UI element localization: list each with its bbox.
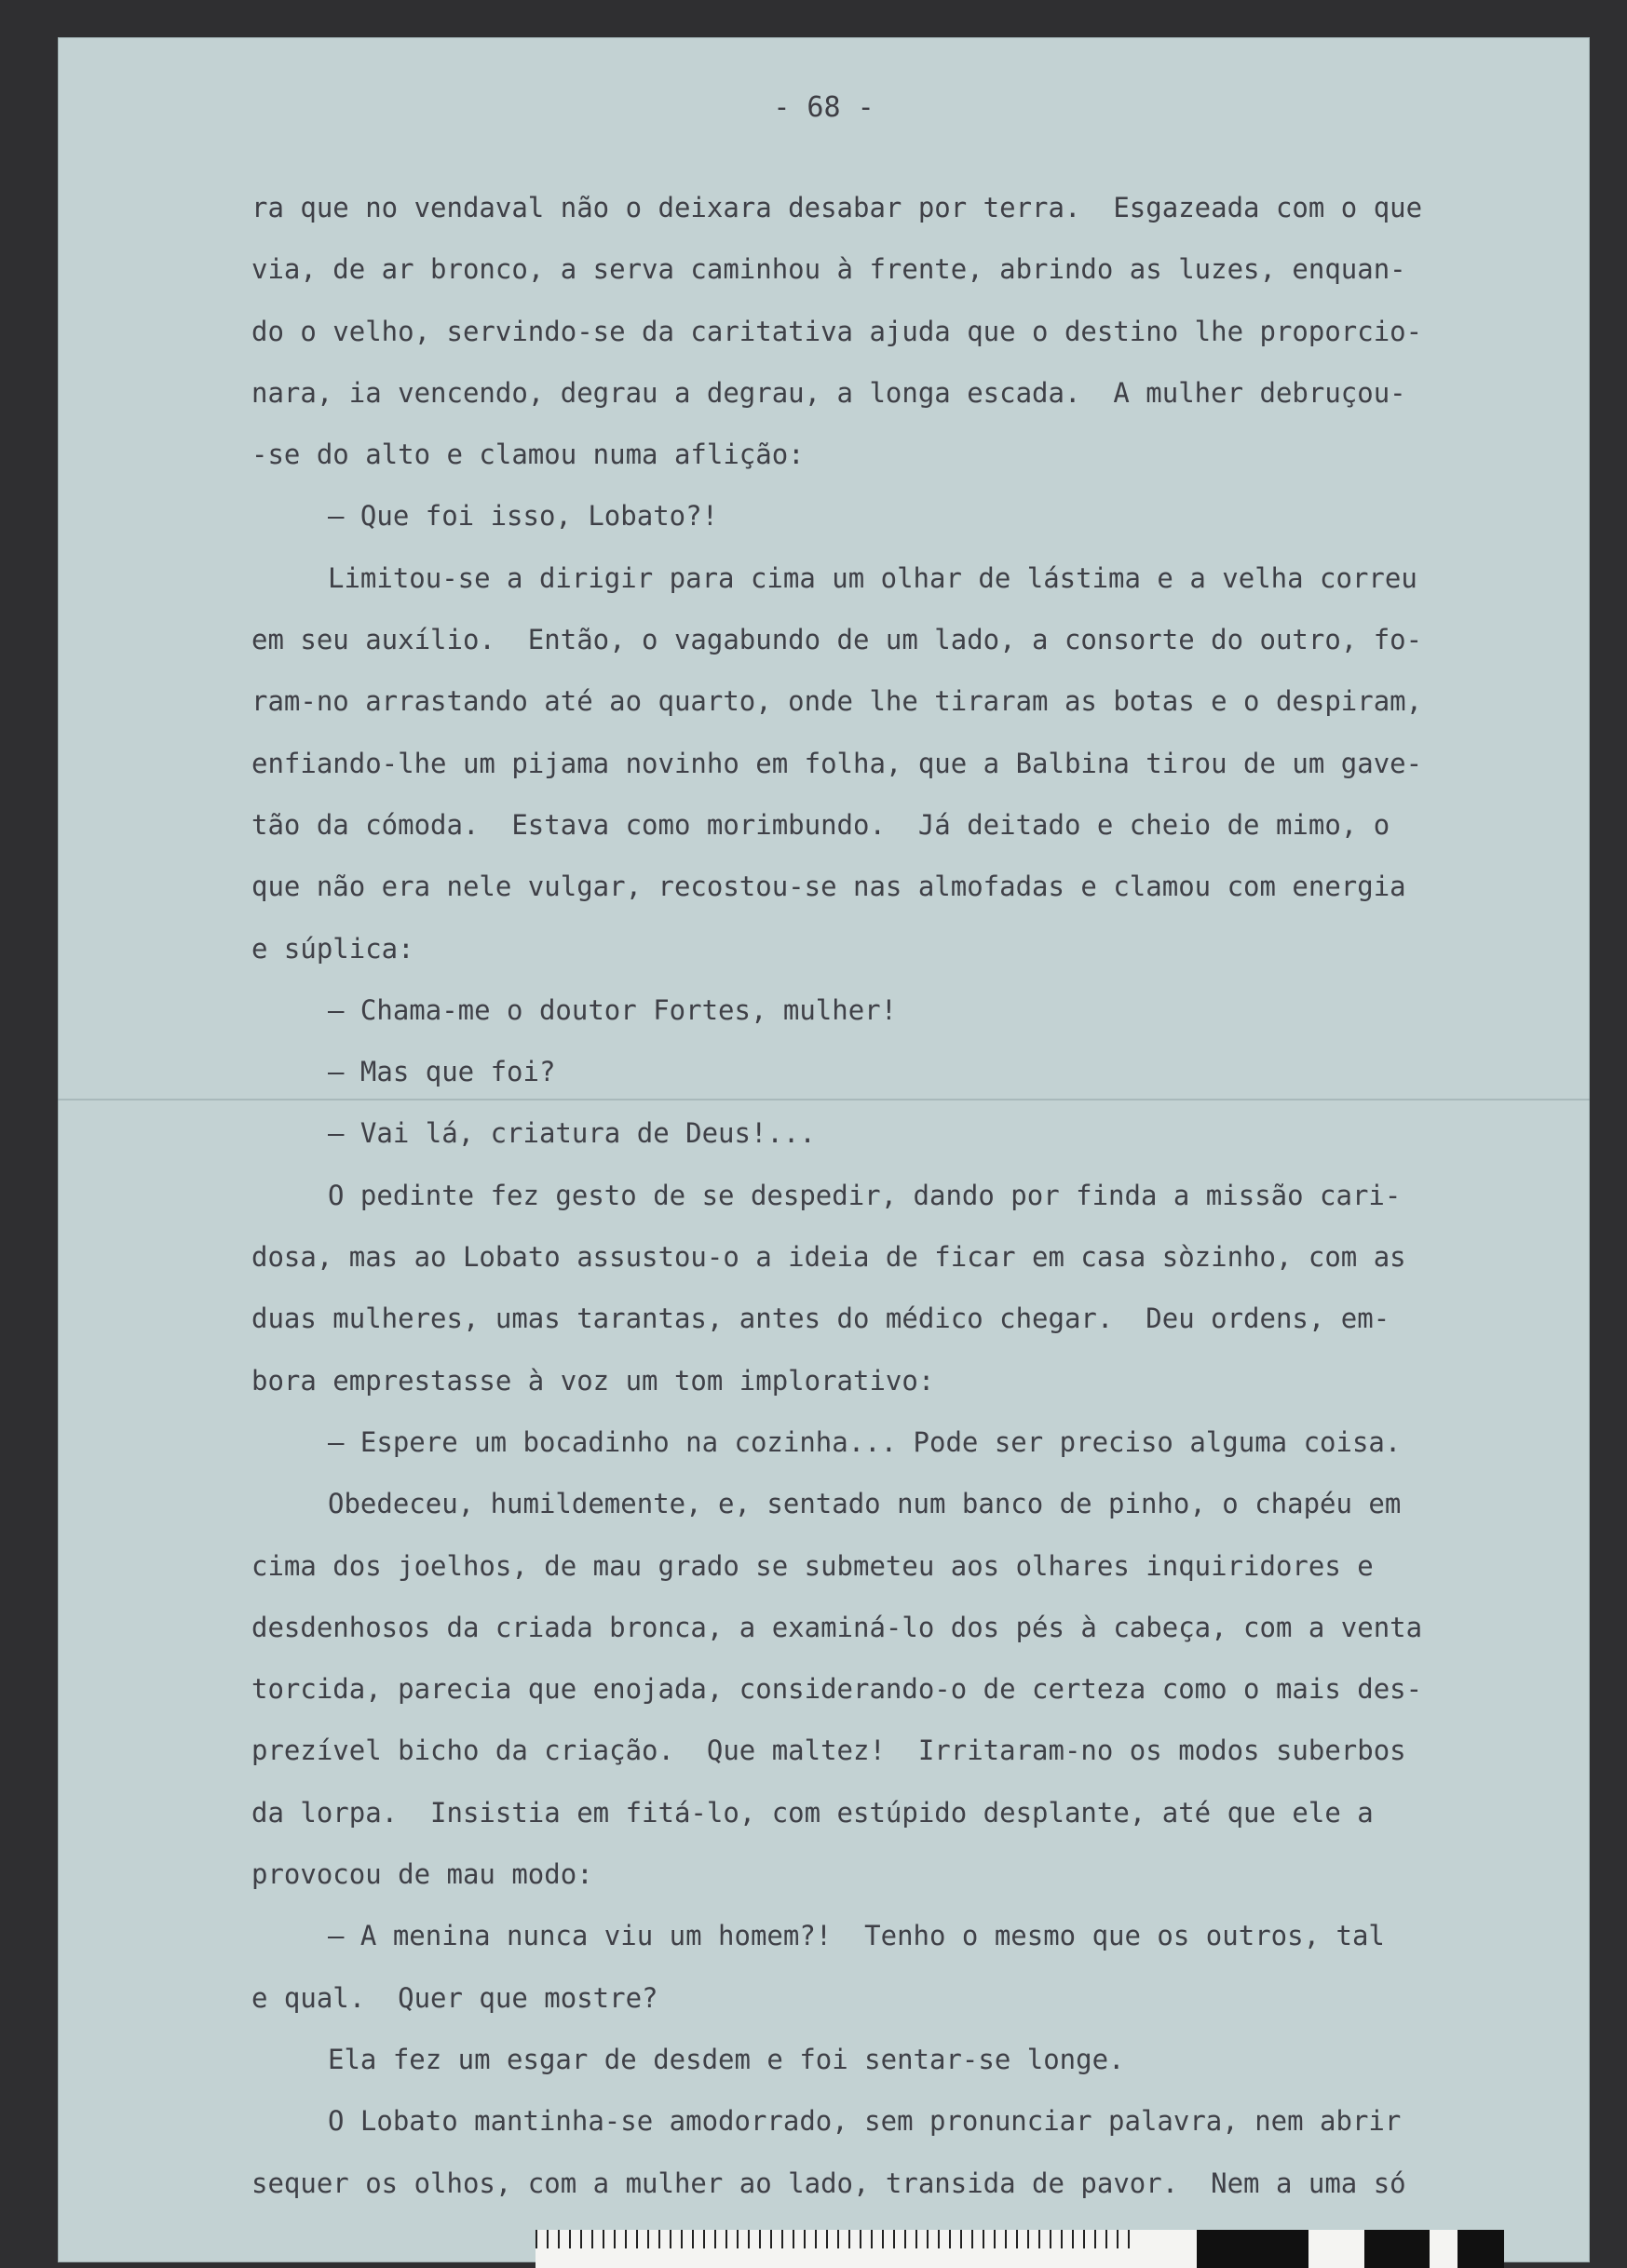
text-line: do o velho, servindo-se da caritativa ajuda que o destino lhe proporcio- bbox=[251, 315, 1423, 347]
text-line: via, de ar bronco, a serva caminhou à frente, abrindo as luzes, enquan- bbox=[251, 253, 1406, 286]
text-line: O Lobato mantinha-se amodorrado, sem pronunciar palavra, nem abrir bbox=[328, 2105, 1402, 2138]
text-line: duas mulheres, umas tarantas, antes do médico chegar. Deu ordens, em- bbox=[251, 1303, 1390, 1335]
body-text bbox=[251, 177, 1574, 2214]
text-line: cima dos joelhos, de mau grado se submeteu aos olhares inquiridores e bbox=[251, 1549, 1374, 1582]
text-line: em seu auxílio. Então, o vagabundo de um lado, a consorte do outro, fo- bbox=[251, 624, 1423, 656]
text-line: — Vai lá, criatura de Deus!... bbox=[328, 1117, 816, 1150]
color-calibration-blocks bbox=[1150, 2230, 1504, 2268]
text-line: provocou de mau modo: bbox=[251, 1858, 593, 1891]
scale-ruler bbox=[536, 2230, 1504, 2268]
text-line: bora emprestasse à voz um tom implorativo: bbox=[251, 1364, 935, 1397]
text-line: tão da cómoda. Estava como morimbundo. Já deitado e cheio de mimo, o bbox=[251, 808, 1390, 841]
text-line: desdenhosos da criada bronca, a examiná-lo dos pés à cabeça, com a venta bbox=[251, 1611, 1423, 1643]
text-line: sequer os olhos, com a mulher ao lado, transida de pavor. Nem a uma só bbox=[251, 2167, 1406, 2199]
text-line: -se do alto e clamou numa aflição: bbox=[251, 439, 805, 471]
text-line: da lorpa. Insistia em fitá-lo, com estúpido desplante, até que ele a bbox=[251, 1796, 1374, 1829]
text-line: e súplica: bbox=[251, 932, 414, 965]
text-line: Obedeceu, humildemente, e, sentado num banco de pinho, o chapéu em bbox=[328, 1488, 1402, 1520]
text-line: torcida, parecia que enojada, considerando-o de certeza como o mais des- bbox=[251, 1673, 1423, 1706]
text-line: prezível bicho da criação. Que maltez! Irritaram-no os modos suberbos bbox=[251, 1735, 1406, 1767]
typewritten-page bbox=[58, 37, 1590, 2262]
text-line: Limitou-se a dirigir para cima um olhar de lástima e a velha correu bbox=[328, 561, 1417, 594]
text-line: — Que foi isso, Lobato?! bbox=[328, 500, 719, 533]
text-line: dosa, mas ao Lobato assustou-o a ideia de ficar em casa sòzinho, com as bbox=[251, 1241, 1406, 1274]
text-line: — A menina nunca viu um homem?! Tenho o mesmo que os outros, tal bbox=[328, 1920, 1385, 1952]
ruler-ticks bbox=[536, 2230, 1132, 2248]
text-line: — Mas que foi? bbox=[328, 1056, 556, 1088]
text-line: O pedinte fez gesto de se despedir, dando por finda a missão cari- bbox=[328, 1179, 1402, 1211]
text-line: nara, ia vencendo, degrau a degrau, a longa escada. A mulher debruçou- bbox=[251, 376, 1406, 409]
text-line: e qual. Quer que mostre? bbox=[251, 1981, 658, 2014]
text-line: ra que no vendaval não o deixara desabar por terra. Esgazeada com o que bbox=[251, 192, 1423, 223]
text-line: ram-no arrastando até ao quarto, onde lhe tiraram as botas e o despiram, bbox=[251, 685, 1423, 718]
page-number: - 68 - bbox=[773, 91, 875, 124]
text-line: enfiando-lhe um pijama novinho em folha, que a Balbina tirou de um gave- bbox=[251, 747, 1423, 779]
text-line: Ela fez um esgar de desdem e foi sentar-se longe. bbox=[328, 2043, 1125, 2075]
text-line: — Chama-me o doutor Fortes, mulher! bbox=[328, 993, 898, 1026]
text-line: que não era nele vulgar, recostou-se nas almofadas e clamou com energia bbox=[251, 871, 1406, 903]
text-line: — Espere um bocadinho na cozinha... Pode ser preciso alguma coisa. bbox=[328, 1425, 1402, 1458]
